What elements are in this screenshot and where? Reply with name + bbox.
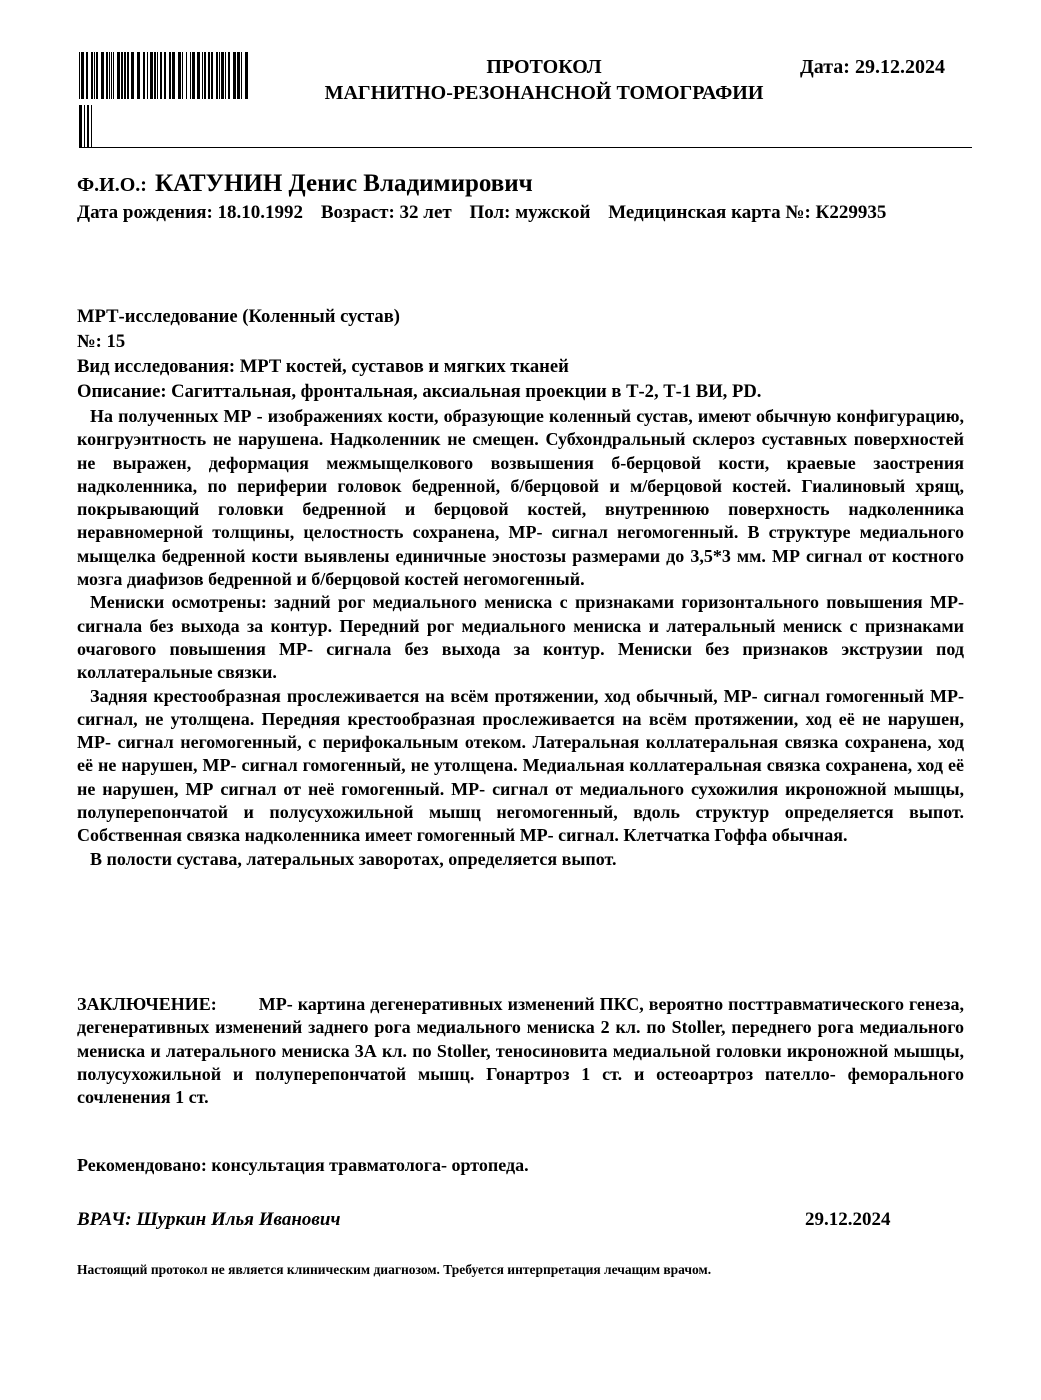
- disclaimer: Настоящий протокол не является клиническим диагнозом. Требуется интерпретация лечащим врачом.: [77, 1262, 712, 1277]
- protocol-title: [290, 54, 798, 106]
- patient-name: КАТУНИН Денис Владимирович: [154, 170, 533, 197]
- study-title: МРТ-исследование (Коленный сустав): [77, 306, 400, 327]
- description-paragraph-effusion: В полости сустава, латеральных заворотах, определяется выпот.: [90, 848, 617, 869]
- patient-name-label: Ф.И.О.:: [77, 174, 147, 196]
- conclusion: [77, 993, 964, 1109]
- header-date: Дата: 29.12.2024: [800, 56, 945, 78]
- patient-name-line: [77, 170, 533, 198]
- patient-age: Возраст: 32 лет: [320, 202, 452, 223]
- patient-details: [77, 201, 957, 225]
- barcode-image: [79, 52, 251, 148]
- medical-card-number: Медицинская карта №: К229935: [608, 202, 887, 223]
- protocol-title-line2: МАГНИТНО-РЕЗОНАНСНОЙ ТОМОГРАФИИ: [324, 82, 764, 104]
- study-type: Вид исследования: МРТ костей, суставов и мягких тканей: [77, 356, 569, 377]
- description-paragraph-ligaments: Задняя крестообразная прослеживается на всём протяжении, ход обычный, МР- сигнал гомогенный МР- сигнал, не утолщена. Передняя крестообразная прослеживается на всём протяжении, ход её не нарушен, МР- сигнал негомогенный, с перифокальным отеком. Латеральная коллатеральная связка сохранена, ход её не нарушен, МР- сигнал гомогенный, не утолщена. Медиальная коллатеральная связка сохранена, ход её не нарушен, МР сигнал от неё гомогенный. МР- сигнал от медиального сухожилия икроножной мышцы, полуперепончатой и полусухожильной мышц негомогенный, вдоль структур определяется выпот. Собственная связка надколенника имеет гомогенный МР- сигнал. Клетчатка Гоффа обычная.: [77, 685, 964, 846]
- study-number: №: 15: [77, 331, 126, 352]
- birth-date: Дата рождения: 18.10.1992: [77, 202, 304, 223]
- description-paragraph-menisci: Мениски осмотрены: задний рог медиального мениска с признаками горизонтального повышения МР- сигнала без выхода за контур. Передний рог медиального мениска и латеральный мениск с признаками очагового повышения МР- сигнала без выхода за контур. Мениски без признаков экструзии под коллатеральные связки.: [77, 592, 964, 683]
- protocol-title-line1: ПРОТОКОЛ: [486, 56, 602, 78]
- study-info: [77, 304, 967, 404]
- description-body: [77, 405, 964, 871]
- header-divider: [79, 147, 972, 148]
- conclusion-text: МР- картина дегенеративных изменений ПКС, вероятно посттравматического генеза, дегенеративных изменений заднего рога медиального мениска 2 кл. по Stoller, переднего рога медиального мениска и латерального мениска 3А кл. по Stoller, теносиновита медиальной головки икроножной мышцы, полусухожильной и полуперепончатой мышц. Гонартроз 1 ст. и остеоартроз пателло- феморального сочленения 1 ст.: [77, 994, 964, 1108]
- recommendation: Рекомендовано: консультация травматолога- ортопеда.: [77, 1155, 529, 1175]
- description-header: Описание: Сагиттальная, фронтальная, аксиальная проекции в Т-2, Т-1 ВИ, PD.: [77, 381, 762, 402]
- doctor-signature-date: 29.12.2024: [805, 1209, 891, 1230]
- conclusion-label: ЗАКЛЮЧЕНИЕ:: [77, 994, 217, 1014]
- description-paragraph-bones: На полученных МР - изображениях кости, образующие коленный сустав, имеют обычную конфигурацию, конгруэнтность не нарушена. Надколенник не смещен. Субхондральный склероз суставных поверхностей не выражен, деформация межмыщелкового возвышения б-берцовой кости, краевые заострения надколенника, по периферии головок бедренной, б/берцовой и м/берцовой костей. Гиалиновый хрящ, покрывающий головки бедренной и берцовой костей, внутреннюю поверхность надколенника неравномерной толщины, целостность сохранена, МР- сигнал негомогенный. В структуре медиального мыщелка бедренной кости выявлены единичные эностозы размерами до 3,5*3 мм. МР сигнал от костного мозга диафизов бедренной и б/берцовой костей негомогенный.: [77, 406, 964, 590]
- doctor-name: ВРАЧ: Шуркин Илья Иванович: [77, 1209, 341, 1230]
- patient-sex: Пол: мужской: [469, 202, 591, 223]
